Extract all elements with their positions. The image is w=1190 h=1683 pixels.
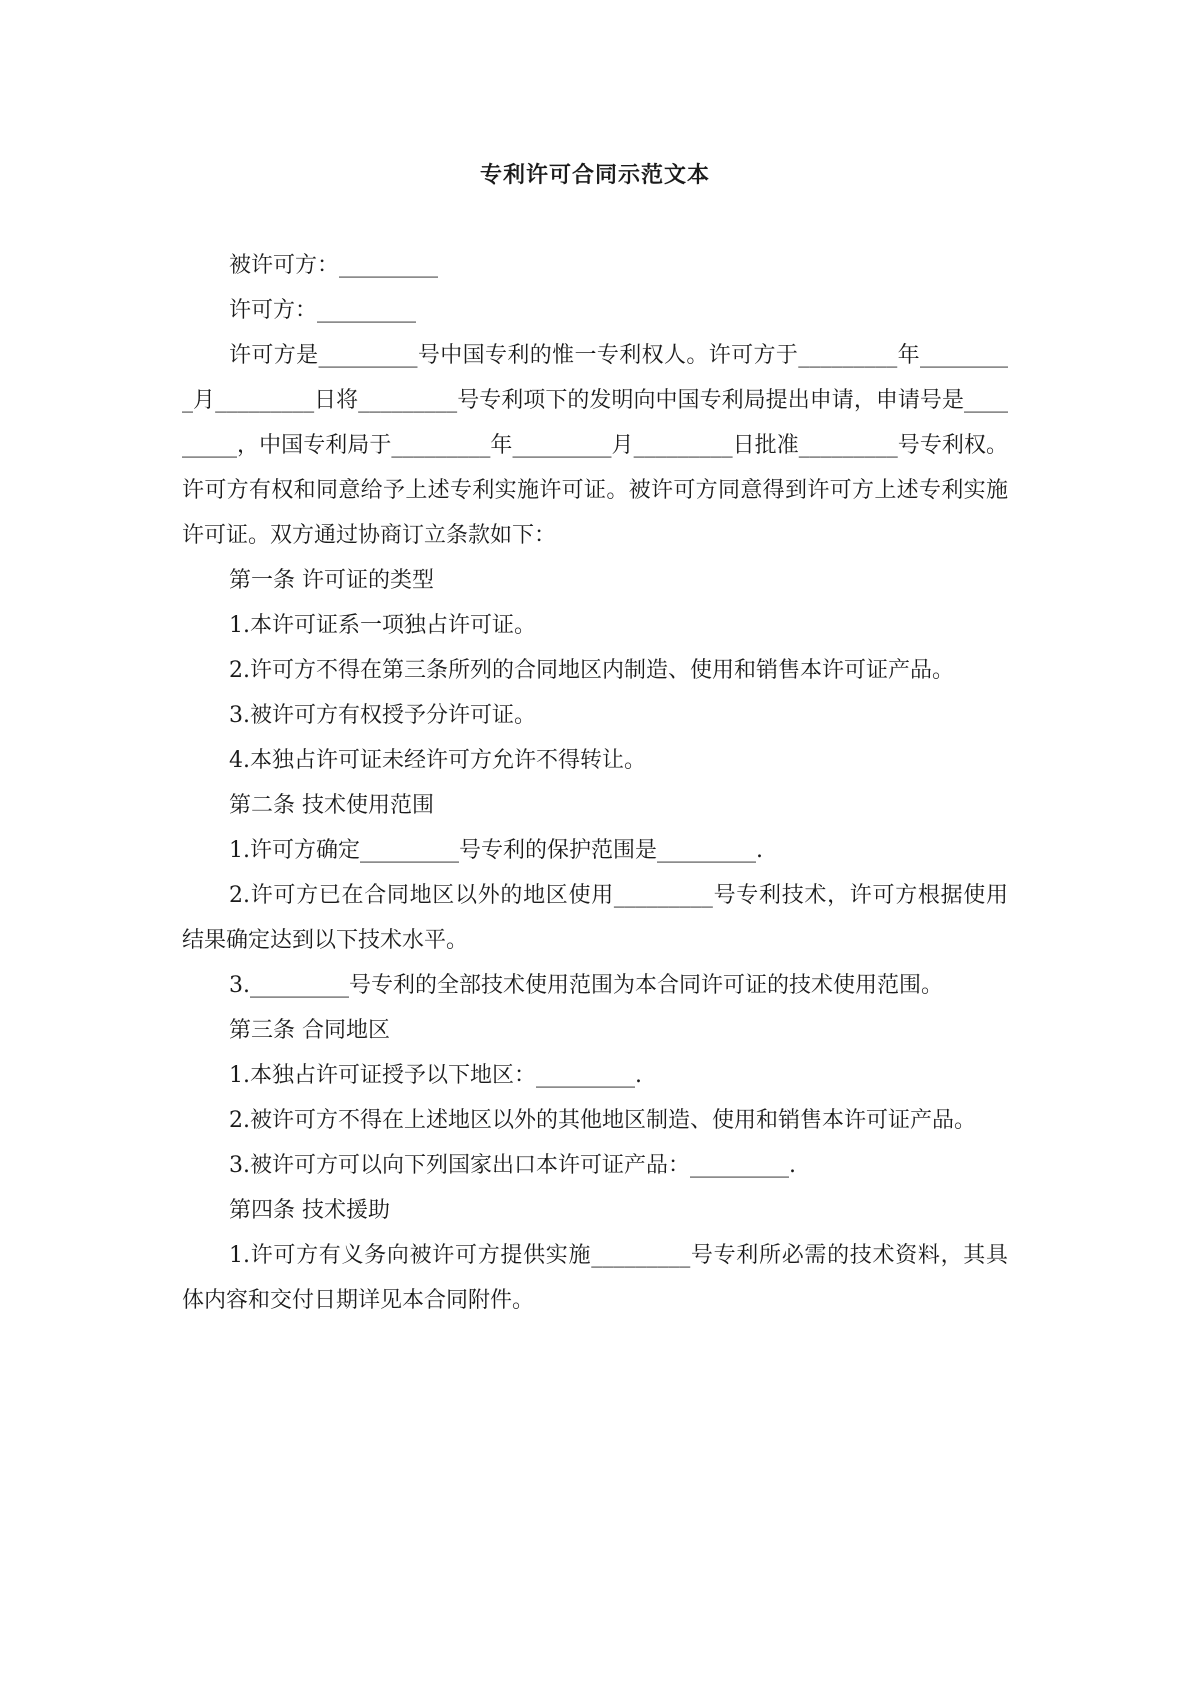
article-3-heading: 第三条 合同地区 (229, 1018, 390, 1043)
article-4-heading: 第四条 技术援助 (229, 1198, 390, 1223)
article-3-clause-2: 2.被许可方不得在上述地区以外的其他地区制造、使用和销售本许可证产品。 (229, 1108, 976, 1133)
article-3-clause-3: 3.被许可方可以向下列国家出口本许可证产品：_________. (229, 1153, 796, 1178)
document-body (182, 243, 1008, 1323)
document-title: 专利许可合同示范文本 (479, 162, 710, 188)
article-1-clause-2: 2.许可方不得在第三条所列的合同地区内制造、使用和销售本许可证产品。 (229, 658, 954, 683)
article-3-clause-1: 1.本独占许可证授予以下地区：_________. (229, 1063, 642, 1088)
article-2-heading: 第二条 技术使用范围 (229, 793, 434, 818)
article-2-clause-1: 1.许可方确定_________号专利的保护范围是_________. (229, 838, 763, 863)
paragraph-preamble: 许可方是_________号中国专利的惟一专利权人。许可方于_________年_________月_________日将_________号专利项下的发明向中国专利局提出申请，申请号是_________，中国专利局于_________年_________月_________日批准_________号专利权。许可方有权和同意给予上述专利实施许可证。被许可方同意得到许可方上述专利实施许可证。双方通过协商订立条款如下： (182, 343, 1008, 548)
article-1-heading: 第一条 许可证的类型 (229, 568, 434, 593)
article-1-clause-3: 3.被许可方有权授予分许可证。 (229, 703, 536, 728)
paragraph-licensee: 被许可方：_________ (229, 253, 439, 278)
article-2-clause-2: 2.许可方已在合同地区以外的地区使用_________号专利技术，许可方根据使用结果确定达到以下技术水平。 (182, 883, 1008, 953)
paragraph-licensor: 许可方：_________ (229, 298, 417, 323)
article-2-clause-3: 3._________号专利的全部技术使用范围为本合同许可证的技术使用范围。 (229, 973, 943, 998)
article-1-clause-1: 1.本许可证系一项独占许可证。 (229, 613, 536, 638)
article-4-clause-1: 1.许可方有义务向被许可方提供实施_________号专利所必需的技术资料，其具体内容和交付日期详见本合同附件。 (182, 1243, 1008, 1313)
article-1-clause-4: 4.本独占许可证未经许可方允许不得转让。 (229, 748, 646, 773)
